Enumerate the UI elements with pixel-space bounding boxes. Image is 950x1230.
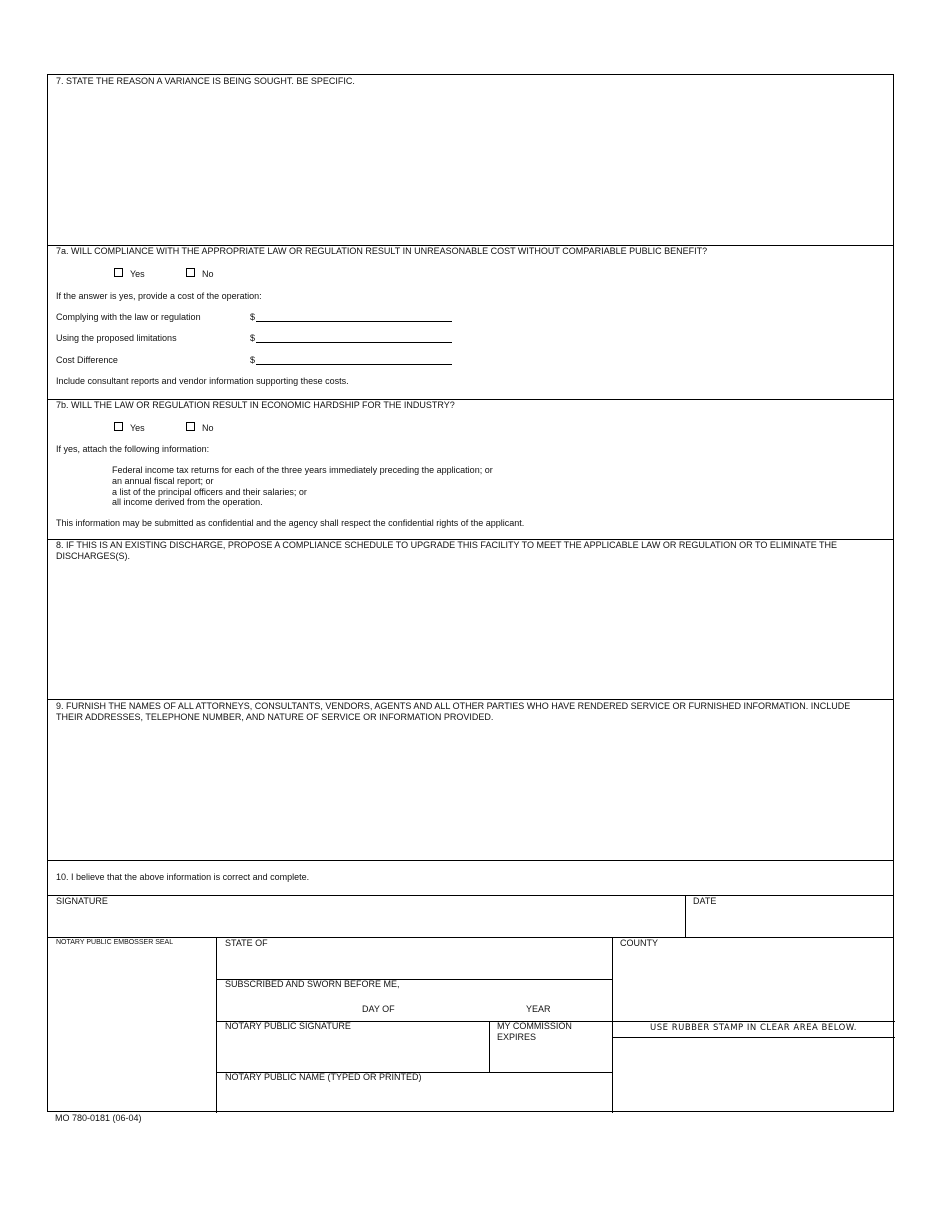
year-label: YEAR [526, 1004, 551, 1014]
cost-difference-field[interactable] [256, 364, 452, 365]
stamp-top-divider [612, 1021, 895, 1022]
cost-row-label: Cost Difference [56, 355, 118, 365]
q7a-no-label: No [202, 269, 214, 279]
q7b-no-checkbox[interactable] [186, 422, 195, 431]
list-item: a list of the principal officers and their salaries; or [112, 487, 307, 497]
q7b-label: 7b. WILL THE LAW OR REGULATION RESULT IN ECONOMIC HARDSHIP FOR THE INDUSTRY? [56, 400, 455, 410]
q7b-note: This information may be submitted as confidential and the agency shall respect the confidential rights of the applicant. [56, 518, 525, 528]
list-item: all income derived from the operation. [112, 497, 263, 507]
q7a-note: Include consultant reports and vendor information supporting these costs. [56, 376, 349, 386]
q7b-yes-checkbox[interactable] [114, 422, 123, 431]
commission-label: MY COMMISSION EXPIRES [497, 1021, 572, 1042]
q8-label: 8. IF THIS IS AN EXISTING DISCHARGE, PROPOSE A COMPLIANCE SCHEDULE TO UPGRADE THIS FACILITY TO MEET THE APPLICABLE LAW OR REGULATION OR TO ELIMINATE THE DISCHARGES(S). [56, 540, 838, 561]
signature-label: SIGNATURE [56, 896, 108, 906]
cost-row-label: Using the proposed limitations [56, 333, 177, 343]
q7-label: 7. STATE THE REASON A VARIANCE IS BEING SOUGHT. BE SPECIFIC. [56, 76, 355, 86]
q9-label: 9. FURNISH THE NAMES OF ALL ATTORNEYS, CONSULTANTS, VENDORS, AGENTS AND ALL OTHER PARTIES WHO HAVE RENDERED SERVICE OR FURNISHED INFORMATION. INCLUDE THEIR ADDRESSES, TELEPHONE NUMBER, AND NATURE OF SERVICE OR INFORMATION PROVIDED. [56, 701, 851, 722]
section-7[interactable] [48, 75, 893, 246]
commission-divider [489, 1021, 490, 1072]
cost-complying-field[interactable] [256, 321, 452, 322]
cost-proposed-field[interactable] [256, 342, 452, 343]
q7a-yes-checkbox[interactable] [114, 268, 123, 277]
county-label: COUNTY [620, 938, 658, 948]
section-10 [48, 861, 893, 896]
q7a-if-yes: If the answer is yes, provide a cost of the operation: [56, 291, 262, 301]
signature-field[interactable] [48, 908, 684, 936]
notary-name-label: NOTARY PUBLIC NAME (TYPED OR PRINTED) [225, 1072, 422, 1082]
day-of-label: DAY OF [362, 1004, 395, 1014]
q7b-if-yes: If yes, attach the following information: [56, 444, 210, 454]
notary-divider-left [216, 938, 217, 1113]
date-label: DATE [693, 896, 717, 906]
list-item: an annual fiscal report; or [112, 476, 214, 486]
embosser-seal-label: NOTARY PUBLIC EMBOSSER SEAL [56, 939, 174, 946]
q7b-no-label: No [202, 423, 214, 433]
list-item: Federal income tax returns for each of the three years immediately preceding the application; or [112, 465, 493, 475]
section-7a [48, 246, 893, 400]
variance-form [47, 74, 894, 1112]
q7a-label: 7a. WILL COMPLIANCE WITH THE APPROPRIATE LAW OR REGULATION RESULT IN UNREASONABLE COST WITHOUT COMPARIABLE PUBLIC BENEFIT? [56, 246, 708, 256]
q10-label: 10. I believe that the above information is correct and complete. [56, 872, 310, 882]
section-7b [48, 400, 893, 540]
q7b-yes-label: Yes [130, 423, 145, 433]
subscribed-label: SUBSCRIBED AND SWORN BEFORE ME, [225, 979, 400, 989]
q7a-yes-label: Yes [130, 269, 145, 279]
stamp-bottom-divider [612, 1037, 895, 1038]
date-field[interactable] [686, 908, 894, 936]
q7a-no-checkbox[interactable] [186, 268, 195, 277]
rubber-stamp-label: USE RUBBER STAMP IN CLEAR AREA BELOW. [650, 1023, 857, 1033]
notary-block [48, 938, 895, 1113]
currency-sign: $ [250, 333, 256, 343]
currency-sign: $ [250, 355, 256, 365]
cost-row-label: Complying with the law or regulation [56, 312, 201, 322]
notary-signature-label: NOTARY PUBLIC SIGNATURE [225, 1021, 351, 1031]
currency-sign: $ [250, 312, 256, 322]
section-9[interactable] [48, 700, 893, 861]
section-8[interactable] [48, 540, 893, 700]
state-of-label: STATE OF [225, 938, 268, 948]
signature-row [48, 896, 893, 938]
form-number: MO 780-0181 (06-04) [55, 1113, 142, 1123]
